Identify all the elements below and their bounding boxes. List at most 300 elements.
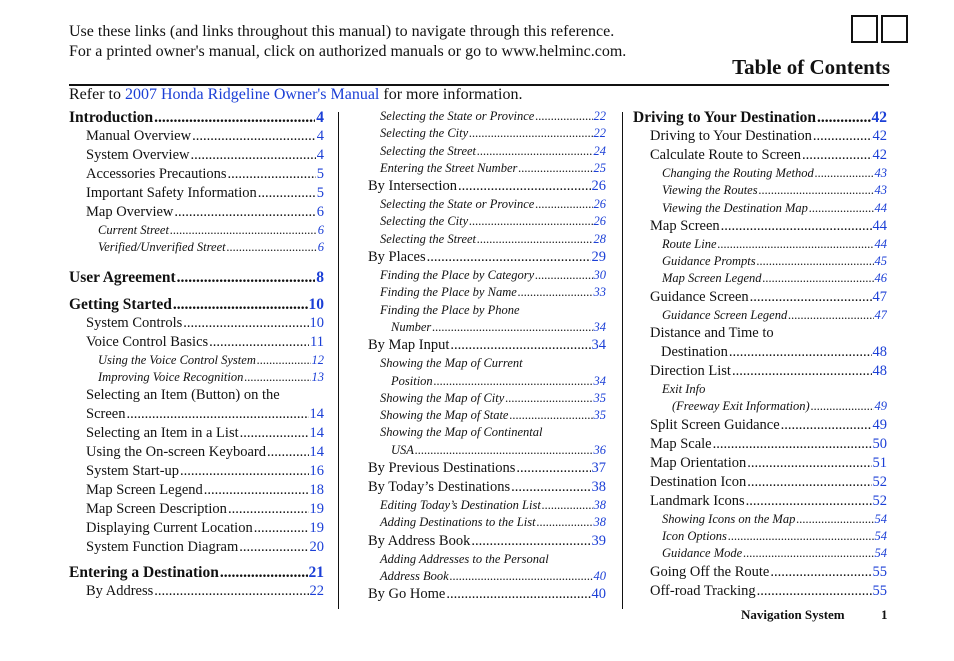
toc-entry[interactable] (368, 459, 606, 478)
leader-dots (817, 108, 871, 127)
leader-dots (518, 284, 593, 301)
toc-column-2 (368, 108, 606, 604)
toc-entry[interactable] (633, 416, 887, 435)
toc-entry[interactable] (633, 563, 887, 582)
leader-dots (713, 435, 872, 454)
toc-label: Adding Destinations to the List (380, 515, 536, 530)
toc-subentry[interactable] (368, 267, 606, 284)
toc-label: Destination (661, 344, 728, 361)
toc-subentry[interactable] (633, 528, 887, 545)
leader-dots (535, 108, 592, 125)
toc-label: Voice Control Basics (86, 333, 209, 350)
toc-subentry[interactable] (368, 407, 606, 424)
leader-dots (809, 200, 874, 217)
toc-page-link[interactable]: 21 (308, 564, 324, 582)
toc-entry[interactable] (368, 336, 606, 355)
toc-page-link[interactable]: 6 (316, 204, 324, 220)
toc-label: System Function Diagram (86, 539, 239, 556)
leader-dots (170, 222, 317, 239)
toc-label: USA (391, 442, 414, 457)
refer-prefix: Refer to (69, 86, 125, 103)
toc-page-link[interactable]: 22 (593, 109, 606, 123)
leader-dots (781, 416, 872, 435)
toc-label: Route Line (662, 236, 717, 251)
toc-label: Important Safety Information (86, 185, 257, 201)
toc-page-link[interactable]: 13 (311, 369, 324, 384)
toc-label: Getting Started (69, 295, 172, 313)
toc-subentry[interactable] (69, 239, 324, 256)
leader-dots (177, 268, 316, 287)
toc-page-link[interactable]: 34 (593, 373, 606, 388)
toc-page-link[interactable]: 33 (593, 285, 606, 300)
toc-label: Map Screen Legend (86, 482, 203, 499)
toc-subentry[interactable] (368, 373, 606, 390)
toc-page-link[interactable]: 4 (316, 109, 324, 126)
leader-dots (535, 267, 592, 284)
leader-dots (757, 582, 872, 601)
toc-section[interactable] (69, 563, 324, 582)
toc-label: Guidance Screen Legend (662, 307, 788, 322)
leader-dots (173, 295, 308, 314)
toc-page-link[interactable]: 54 (874, 546, 887, 561)
toc-subentry[interactable] (633, 545, 887, 562)
toc-subentry[interactable] (368, 284, 606, 301)
toc-subentry[interactable] (368, 390, 606, 407)
toc-entry[interactable] (69, 165, 324, 184)
refer-suffix: for more information. (379, 86, 523, 103)
leader-dots (450, 336, 590, 355)
toc-page-link[interactable]: 47 (872, 288, 887, 305)
toc-page-link[interactable]: 5 (316, 166, 324, 182)
leader-dots (757, 253, 874, 270)
toc-page-link[interactable]: 35 (593, 390, 606, 405)
toc-label: By Intersection (368, 178, 457, 195)
toc-page-link[interactable]: 22 (593, 126, 606, 141)
leader-dots (535, 196, 592, 213)
toc-entry[interactable] (633, 217, 887, 236)
leader-dots (537, 514, 593, 531)
toc-page-link[interactable]: 52 (872, 473, 887, 490)
leader-dots (747, 473, 871, 492)
toc-page-link[interactable]: 29 (591, 249, 606, 266)
toc-page-link[interactable]: 49 (872, 416, 887, 433)
toc-page-link[interactable]: 45 (874, 254, 887, 269)
toc-subentry-line[interactable]: Finding the Place by Phone (380, 302, 520, 317)
leader-dots (254, 519, 309, 538)
toc-subentry[interactable] (69, 352, 324, 369)
leader-dots (718, 236, 874, 253)
toc-entry[interactable] (633, 492, 887, 511)
leader-dots (191, 146, 316, 165)
toc-label: Split Screen Guidance (650, 416, 780, 433)
toc-entry[interactable] (633, 127, 887, 146)
toc-entry[interactable] (69, 405, 324, 424)
toc-page-link[interactable]: 39 (591, 532, 606, 549)
toc-label: Introduction (69, 109, 154, 126)
toc-page-link[interactable]: 37 (591, 460, 606, 477)
leader-dots (743, 545, 873, 562)
toc-entry[interactable] (633, 362, 887, 381)
toc-page-link[interactable]: 24 (593, 143, 606, 158)
toc-page-link[interactable]: 10 (308, 295, 324, 313)
toc-page-link[interactable]: 48 (872, 344, 887, 361)
leader-dots (750, 288, 872, 307)
toc-subentry[interactable] (633, 270, 887, 287)
toc-label: Showing Icons on the Map (662, 511, 796, 526)
toc-label: Entering the Street Number (380, 160, 518, 175)
toc-subentry[interactable] (633, 165, 887, 182)
toc-page-link[interactable]: 14 (309, 444, 324, 461)
toc-subentry[interactable] (368, 143, 606, 160)
toc-label: By Address (86, 583, 154, 600)
toc-entry[interactable] (368, 532, 606, 551)
toc-page-link[interactable]: 34 (593, 319, 606, 334)
toc-page-link[interactable]: 16 (309, 463, 324, 480)
toc-label: Map Screen Legend (662, 271, 762, 286)
toc-page-link[interactable]: 38 (591, 479, 606, 496)
leader-dots (518, 160, 592, 177)
toc-label: Map Screen Description (86, 501, 227, 518)
toc-page-link[interactable]: 46 (874, 271, 887, 286)
toc-entry[interactable] (633, 582, 887, 601)
leader-dots (796, 511, 873, 528)
toc-entry-line[interactable]: Distance and Time to (650, 325, 774, 342)
toc-subentry[interactable] (368, 196, 606, 213)
toc-label: Direction List (650, 363, 731, 380)
toc-label: Landmark Icons (650, 492, 745, 509)
toc-subentry-line[interactable]: Adding Addresses to the Personal (380, 551, 549, 566)
toc-label: System Overview (86, 147, 190, 163)
toc-page-link[interactable]: 5 (316, 185, 324, 201)
toc-page-link[interactable]: 10 (309, 314, 324, 331)
leader-dots (770, 563, 871, 582)
toc-page-link[interactable]: 28 (593, 231, 606, 246)
refer-line (69, 86, 522, 104)
toc-entry[interactable] (633, 146, 887, 165)
toc-subentry-line[interactable]: Showing the Map of Current (380, 356, 523, 371)
toc-entry[interactable] (69, 519, 324, 538)
toc-label: Map Screen (650, 217, 720, 234)
toc-label: Finding the Place by Name (380, 285, 517, 300)
leader-dots (220, 563, 308, 582)
toc-page-link[interactable]: 42 (871, 109, 887, 126)
column-divider (622, 112, 623, 609)
toc-page-link[interactable]: 40 (591, 586, 606, 603)
toc-entry[interactable] (69, 462, 324, 481)
toc-page-link[interactable]: 52 (872, 492, 887, 509)
toc-label: Selecting the State or Province (380, 109, 535, 123)
toc-page-link[interactable]: 44 (872, 217, 887, 234)
toc-page-link[interactable]: 44 (874, 236, 887, 251)
leader-dots (811, 398, 874, 415)
toc-section[interactable] (633, 108, 887, 127)
toc-subentry[interactable] (69, 222, 324, 239)
toc-column-3 (633, 108, 887, 601)
toc-subentry[interactable] (368, 497, 606, 514)
toc-page-link[interactable]: 12 (311, 352, 324, 367)
toc-subentry[interactable] (368, 125, 606, 142)
leader-dots (746, 492, 872, 511)
leader-dots (228, 500, 309, 519)
toc-page-link[interactable]: 11 (310, 333, 324, 350)
toc-label: Map Orientation (650, 454, 747, 471)
toc-subentry[interactable] (368, 319, 606, 336)
toc-label: (Freeway Exit Information) (672, 399, 810, 414)
toc-page-link[interactable]: 43 (874, 183, 887, 198)
toc-label: Selecting the City (380, 126, 469, 141)
toc-page-link[interactable]: 42 (872, 128, 887, 144)
leader-dots (721, 217, 872, 236)
toc-entry[interactable] (69, 146, 324, 165)
toc-label: Accessories Precautions (86, 166, 227, 182)
toc-page-link[interactable]: 26 (591, 178, 606, 195)
toc-label: Selecting the City (380, 214, 469, 229)
leader-dots (469, 125, 592, 142)
leader-dots (469, 213, 592, 230)
spacer (69, 257, 324, 268)
toc-page-link[interactable]: 50 (872, 435, 887, 452)
toc-entry[interactable] (69, 481, 324, 500)
toc-page-link[interactable]: 36 (593, 442, 606, 457)
toc-subentry[interactable] (633, 236, 887, 253)
toc-page-link[interactable]: 22 (309, 583, 324, 600)
toc-label: Using the Voice Control System (98, 352, 256, 367)
toc-entry[interactable] (69, 538, 324, 557)
leader-dots (432, 319, 592, 336)
leader-dots (228, 165, 316, 184)
toc-subentry-line[interactable]: Exit Info (662, 382, 706, 397)
toc-entry[interactable] (69, 500, 324, 519)
toc-label: Map Scale (650, 435, 712, 452)
toc-page-link[interactable]: 30 (593, 268, 606, 283)
toc-subentry[interactable] (633, 398, 887, 415)
leader-dots (183, 314, 308, 333)
toc-entry[interactable] (368, 478, 606, 497)
footer-label: Navigation System (741, 607, 845, 622)
toc-label: Showing the Map of State (380, 408, 509, 423)
toc-page-link[interactable]: 47 (874, 307, 887, 322)
toc-page-link[interactable]: 38 (593, 498, 606, 513)
leader-dots (542, 497, 593, 514)
toc-subentry[interactable] (368, 213, 606, 230)
leader-dots (477, 231, 592, 248)
toc-label: By Address Book (368, 532, 471, 549)
toc-section[interactable] (69, 268, 324, 287)
toc-label: Number (391, 319, 432, 334)
leader-dots (126, 405, 308, 424)
toc-entry[interactable] (69, 203, 324, 222)
toc-page-link[interactable]: 26 (593, 214, 606, 229)
leader-dots (509, 407, 592, 424)
leader-dots (477, 143, 592, 160)
toc-entry[interactable] (69, 443, 324, 462)
leader-dots (802, 146, 872, 165)
toc-subentry[interactable] (633, 253, 887, 270)
header-line-2: For a printed owner's manual, click on authorized manuals or go to www.helminc.com. (69, 43, 627, 60)
toc-label: By Go Home (368, 586, 446, 603)
toc-entry[interactable] (69, 184, 324, 203)
toc-label: System Controls (86, 314, 183, 331)
toc-label: Calculate Route to Screen (650, 147, 801, 163)
leader-dots (747, 454, 871, 473)
toc-page-link[interactable]: 38 (593, 515, 606, 530)
toc-page-link[interactable]: 19 (309, 520, 324, 537)
footer-page-number: 1 (881, 607, 888, 622)
toc-column-1 (69, 108, 324, 601)
toc-label: Finding the Place by Category (380, 268, 535, 283)
leader-dots (759, 182, 874, 199)
toc-subentry[interactable] (368, 231, 606, 248)
toc-label: Position (391, 373, 433, 388)
toc-page-link[interactable]: 55 (872, 563, 887, 580)
toc-page-link[interactable]: 6 (317, 240, 324, 255)
leader-dots (174, 203, 315, 222)
toc-label: Current Street (98, 223, 169, 237)
toc-entry[interactable] (368, 177, 606, 196)
toc-subentry[interactable] (368, 160, 606, 177)
toc-entry[interactable] (69, 314, 324, 333)
toc-page-link[interactable]: 51 (872, 454, 887, 471)
toc-page-link[interactable]: 44 (874, 200, 887, 215)
toc-entry[interactable] (633, 454, 887, 473)
toc-subentry[interactable] (633, 200, 887, 217)
toc-label: Guidance Mode (662, 546, 743, 561)
leader-dots (729, 343, 872, 362)
toc-subentry[interactable] (633, 511, 887, 528)
toc-entry[interactable] (633, 473, 887, 492)
toc-entry[interactable] (368, 248, 606, 267)
leader-dots (516, 459, 590, 478)
toc-page-link[interactable]: 8 (316, 268, 324, 286)
toc-entry[interactable] (69, 333, 324, 352)
toc-label: Using the On-screen Keyboard (86, 444, 266, 461)
toc-page-link[interactable]: 35 (593, 408, 606, 423)
toc-entry[interactable] (69, 582, 324, 601)
toc-subentry-line[interactable]: Showing the Map of Continental (380, 425, 543, 440)
toc-label: User Agreement (69, 268, 176, 286)
toc-subentry[interactable] (69, 369, 324, 386)
leader-dots (434, 373, 593, 390)
toc-section[interactable] (69, 108, 324, 127)
leader-dots (788, 307, 873, 324)
toc-label: Manual Overview (86, 128, 192, 144)
toc-label: Viewing the Routes (662, 183, 758, 198)
toc-subentry[interactable] (633, 307, 887, 324)
toc-subentry[interactable] (368, 108, 606, 125)
leader-dots (244, 369, 310, 386)
toc-label: Selecting the State or Province (380, 197, 535, 212)
toc-subentry[interactable] (633, 182, 887, 199)
toc-label: Viewing the Destination Map (662, 200, 808, 215)
previous-page-button[interactable] (851, 15, 878, 43)
leader-dots (267, 443, 309, 462)
toc-page-link[interactable]: 55 (872, 582, 887, 599)
toc-page-link[interactable]: 54 (874, 528, 887, 543)
toc-page-link[interactable]: 14 (309, 425, 324, 442)
toc-page-link[interactable]: 25 (593, 160, 606, 175)
toc-entry[interactable] (69, 127, 324, 146)
owners-manual-link[interactable]: 2007 Honda Ridgeline Owner's Manual (124, 86, 380, 103)
toc-label: By Map Input (368, 337, 450, 354)
leader-dots (505, 390, 592, 407)
leader-dots (446, 585, 590, 604)
leader-dots (192, 127, 316, 146)
toc-page-link[interactable]: 6 (317, 223, 324, 237)
toc-page-link[interactable]: 4 (316, 128, 324, 144)
toc-label: Entering a Destination (69, 564, 219, 582)
leader-dots (258, 184, 316, 203)
next-page-button[interactable] (881, 15, 908, 43)
header-line-1: Use these links (and links throughout this manual) to navigate through this reference. (69, 23, 615, 40)
leader-dots (815, 165, 874, 182)
leader-dots (427, 248, 591, 267)
leader-dots (415, 442, 593, 459)
toc-page-link[interactable]: 34 (591, 337, 606, 354)
leader-dots (154, 108, 315, 127)
toc-subentry[interactable] (368, 568, 606, 585)
toc-label: Changing the Routing Method (662, 166, 814, 180)
toc-entry[interactable] (633, 435, 887, 454)
toc-label: Guidance Screen (650, 288, 749, 305)
toc-page-link[interactable]: 42 (872, 147, 887, 163)
toc-entry[interactable] (368, 585, 606, 604)
leader-dots (511, 478, 590, 497)
header-intro (69, 22, 626, 62)
column-divider (338, 112, 339, 609)
toc-label: Icon Options (662, 528, 727, 543)
toc-label: Address Book (380, 568, 449, 583)
toc-page-link[interactable]: 49 (874, 399, 887, 414)
leader-dots (180, 462, 308, 481)
leader-dots (239, 538, 308, 557)
toc-label: Off-road Tracking (650, 582, 756, 599)
toc-page-link[interactable]: 48 (872, 363, 887, 380)
toc-label: Displaying Current Location (86, 520, 253, 537)
leader-dots (209, 333, 309, 352)
toc-subentry[interactable] (368, 442, 606, 459)
toc-label: Destination Icon (650, 473, 747, 490)
toc-label: Editing Today’s Destination List (380, 498, 541, 513)
toc-page-link[interactable]: 26 (593, 197, 606, 212)
toc-page-link[interactable]: 54 (874, 511, 887, 526)
toc-page-link[interactable]: 18 (309, 482, 324, 499)
toc-label: Driving to Your Destination (650, 128, 812, 144)
toc-label: By Places (368, 249, 426, 266)
toc-page-link[interactable]: 14 (309, 406, 324, 423)
toc-page-link[interactable]: 40 (593, 568, 606, 583)
leader-dots (728, 528, 874, 545)
toc-label: System Start-up (86, 463, 180, 480)
toc-label: Selecting the Street (380, 231, 477, 246)
toc-page-link[interactable]: 4 (316, 147, 324, 163)
toc-label: Improving Voice Recognition (98, 369, 244, 384)
toc-label: Selecting the Street (380, 143, 477, 158)
toc-entry-line[interactable]: Selecting an Item (Button) on the (86, 387, 280, 404)
leader-dots (154, 582, 308, 601)
toc-label: Screen (86, 406, 126, 423)
leader-dots (450, 568, 593, 585)
toc-page-link[interactable]: 43 (874, 166, 887, 180)
toc-entry[interactable] (633, 343, 887, 362)
toc-page-link[interactable]: 20 (309, 539, 324, 556)
page-title: Table of Contents (732, 55, 890, 79)
toc-page-link[interactable]: 19 (309, 501, 324, 518)
toc-entry[interactable] (69, 424, 324, 443)
toc-subentry[interactable] (368, 514, 606, 531)
toc-label: Guidance Prompts (662, 254, 756, 269)
toc-entry[interactable] (633, 288, 887, 307)
toc-section[interactable] (69, 295, 324, 314)
